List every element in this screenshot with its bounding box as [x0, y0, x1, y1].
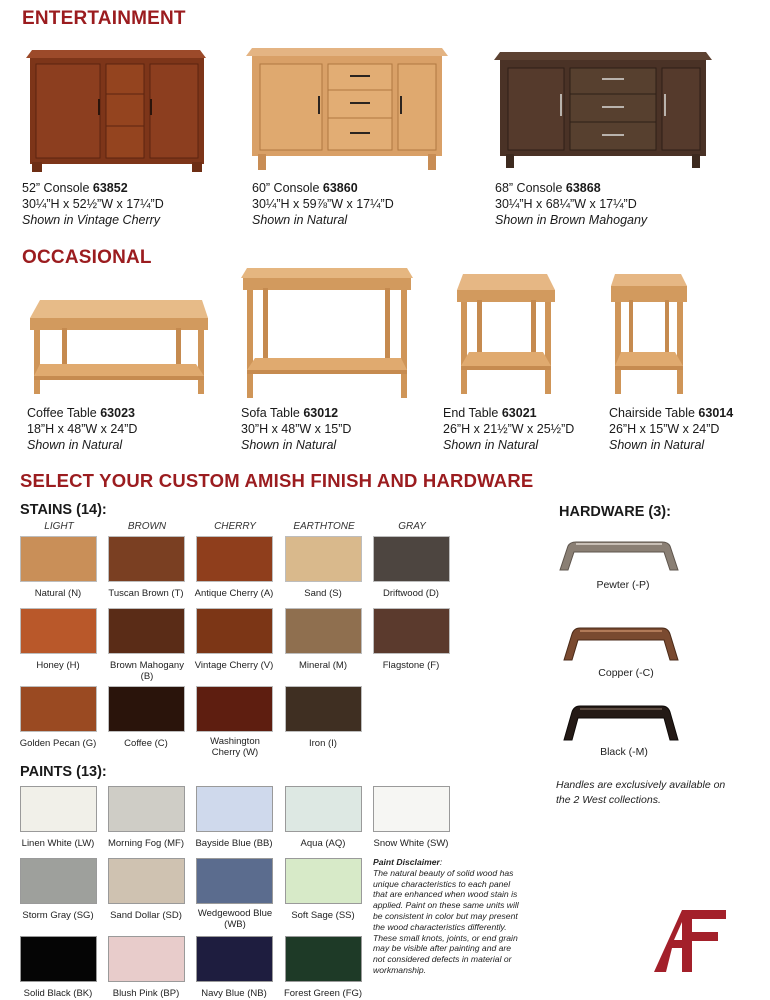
copper-handle-icon[interactable]	[560, 626, 682, 666]
pewter-handle-icon[interactable]	[556, 540, 682, 576]
product-code: 63860	[322, 181, 358, 195]
product-finish: Shown in Natural	[443, 438, 539, 452]
hardware-label: Black (-M)	[600, 746, 648, 758]
stains-heading: STAINS (14):	[20, 502, 107, 518]
product-code: 63014	[698, 406, 734, 420]
paint-disclaimer-title: Paint Disclaimer	[373, 857, 440, 867]
console-52-image	[26, 44, 208, 172]
paint-swatch[interactable]	[196, 786, 273, 832]
hardware-label: Copper (-C)	[598, 667, 654, 679]
stain-swatch[interactable]	[108, 536, 185, 582]
stain-label: Natural (N)	[34, 588, 82, 599]
af-logo	[652, 908, 728, 974]
black-handle-icon[interactable]	[560, 704, 682, 746]
paint-label: Blush Pink (BP)	[112, 988, 180, 999]
stain-column-cherry: CHERRY	[214, 521, 256, 532]
stain-swatch[interactable]	[108, 686, 185, 732]
stain-swatch[interactable]	[196, 686, 273, 732]
occasional-heading: OCCASIONAL	[22, 247, 152, 268]
product-name: 60” Console	[252, 181, 320, 195]
stain-label: Sand (S)	[304, 588, 342, 599]
product-dims: 26”H x 15”W x 24”D	[609, 422, 720, 436]
paint-swatch[interactable]	[285, 858, 362, 904]
paint-swatch[interactable]	[20, 786, 97, 832]
chairside-table-caption	[609, 405, 733, 453]
stain-label: Antique Cherry (A)	[194, 588, 274, 599]
stain-swatch[interactable]	[285, 686, 362, 732]
paint-swatch[interactable]	[373, 786, 450, 832]
stain-swatch[interactable]	[196, 608, 273, 654]
stain-swatch[interactable]	[285, 536, 362, 582]
console-60-caption	[252, 180, 394, 228]
product-name: Coffee Table	[27, 406, 97, 420]
product-dims: 18”H x 48”W x 24”D	[27, 422, 138, 436]
product-code: 63868	[565, 181, 601, 195]
stain-label: Coffee (C)	[124, 738, 168, 749]
paint-swatch[interactable]	[285, 936, 362, 982]
product-dims: 26”H x 21½”W x 25½”D	[443, 422, 575, 436]
end-table-image	[455, 272, 555, 396]
product-finish: Shown in Natural	[252, 213, 348, 227]
stain-swatch[interactable]	[373, 536, 450, 582]
stain-column-brown: BROWN	[127, 521, 167, 532]
stain-swatch[interactable]	[20, 686, 97, 732]
product-finish: Shown in Vintage Cherry	[22, 213, 161, 227]
product-name: End Table	[443, 406, 499, 420]
paint-label: Navy Blue (NB)	[201, 988, 267, 999]
paint-label: Solid Black (BK)	[23, 988, 93, 999]
paint-disclaimer-text: The natural beauty of solid wood has unique characteristics to each panel that are enhanced when wood stain is applied. Paint on these same units will be consistent in color but may present the wood characteristics differently. These small knots, joints, or end grain may be visible after painting and are not considered defects in material or workmanship.	[373, 867, 519, 975]
stain-label: Iron (I)	[309, 738, 337, 749]
console-60-image	[246, 44, 448, 170]
sofa-table-caption	[241, 405, 351, 453]
product-name: Sofa Table	[241, 406, 300, 420]
paint-label: Aqua (AQ)	[300, 838, 346, 849]
product-finish: Shown in Natural	[609, 438, 705, 452]
paints-heading: PAINTS (13):	[20, 764, 107, 780]
paint-disclaimer: Paint Disclaimer: The natural beauty of solid wood has unique characteristics to each panel that are enhanced when wood stain is applied. Paint on these same units will be consistent in color but may present the wood characteristics differently. These small knots, joints, or end grain may be visible after painting and are not considered defects in material or workmanship.	[373, 857, 519, 975]
paint-label: Forest Green (FG)	[283, 988, 363, 999]
paint-label: Soft Sage (SS)	[291, 910, 355, 921]
stain-column-gray: GRAY	[398, 521, 426, 532]
paint-label: Snow White (SW)	[373, 838, 449, 849]
finish-heading: SELECT YOUR CUSTOM AMISH FINISH AND HARDWARE	[20, 470, 534, 491]
stain-swatch[interactable]	[285, 608, 362, 654]
product-dims: 30¼”H x 59⅞”W x 17¼”D	[252, 197, 394, 211]
stain-label: Mineral (M)	[298, 660, 348, 671]
product-code: 63021	[501, 406, 537, 420]
stain-swatch[interactable]	[108, 608, 185, 654]
product-name: 68” Console	[495, 181, 563, 195]
product-dims: 30¼”H x 52½”W x 17¼”D	[22, 197, 164, 211]
console-68-caption	[495, 180, 647, 228]
console-52-caption	[22, 180, 164, 228]
paint-swatch[interactable]	[20, 858, 97, 904]
coffee-table-caption	[27, 405, 137, 453]
console-68-image	[494, 48, 712, 168]
product-dims: 30”H x 48”W x 15”D	[241, 422, 352, 436]
paint-label: Storm Gray (SG)	[22, 910, 94, 921]
stain-label: Flagstone (F)	[382, 660, 440, 671]
product-finish: Shown in Natural	[27, 438, 123, 452]
product-code: 63023	[100, 406, 135, 420]
stain-label: Brown Mahogany (B)	[110, 660, 184, 682]
stain-column-earthtone: EARTHTONE	[293, 521, 355, 532]
paint-swatch[interactable]	[20, 936, 97, 982]
product-finish: Shown in Brown Mahogany	[495, 213, 648, 227]
product-code: 63852	[92, 181, 128, 195]
product-finish: Shown in Natural	[241, 438, 337, 452]
sofa-table-image	[241, 266, 413, 400]
paint-swatch[interactable]	[108, 786, 185, 832]
paint-swatch[interactable]	[108, 858, 185, 904]
paint-label: Wedgewood Blue (WB)	[197, 908, 273, 930]
paint-label: Linen White (LW)	[21, 838, 95, 849]
hardware-note: Handles are exclusively available on the 2 West collections.	[556, 779, 726, 806]
paint-label: Morning Fog (MF)	[107, 838, 184, 849]
stain-swatch[interactable]	[20, 536, 97, 582]
coffee-table-image	[26, 298, 208, 398]
hardware-heading: HARDWARE (3):	[559, 504, 671, 520]
stain-label: Driftwood (D)	[383, 588, 439, 599]
end-table-caption	[443, 405, 574, 453]
product-name: 52” Console	[22, 181, 90, 195]
paint-swatch[interactable]	[285, 786, 362, 832]
hardware-label: Pewter (-P)	[596, 579, 650, 591]
paint-swatch[interactable]	[196, 936, 273, 982]
chairside-table-image	[609, 272, 689, 396]
stain-label: Tuscan Brown (T)	[108, 588, 184, 599]
stain-swatch[interactable]	[196, 536, 273, 582]
entertainment-heading: ENTERTAINMENT	[22, 8, 186, 29]
stain-label: Honey (H)	[36, 660, 80, 671]
stain-swatch[interactable]	[20, 608, 97, 654]
paint-swatch[interactable]	[108, 936, 185, 982]
stain-column-light: LIGHT	[44, 521, 74, 532]
paint-label: Bayside Blue (BB)	[195, 838, 273, 849]
stain-label: Vintage Cherry (V)	[194, 660, 274, 671]
stain-label: Washington Cherry (W)	[210, 736, 260, 758]
paint-label: Sand Dollar (SD)	[110, 910, 182, 921]
product-dims: 30¼”H x 68¼”W x 17¼”D	[495, 197, 637, 211]
stain-label: Golden Pecan (G)	[19, 738, 97, 749]
stain-swatch[interactable]	[373, 608, 450, 654]
product-code: 63012	[303, 406, 339, 420]
product-name: Chairside Table	[609, 406, 695, 420]
paint-swatch[interactable]	[196, 858, 273, 904]
